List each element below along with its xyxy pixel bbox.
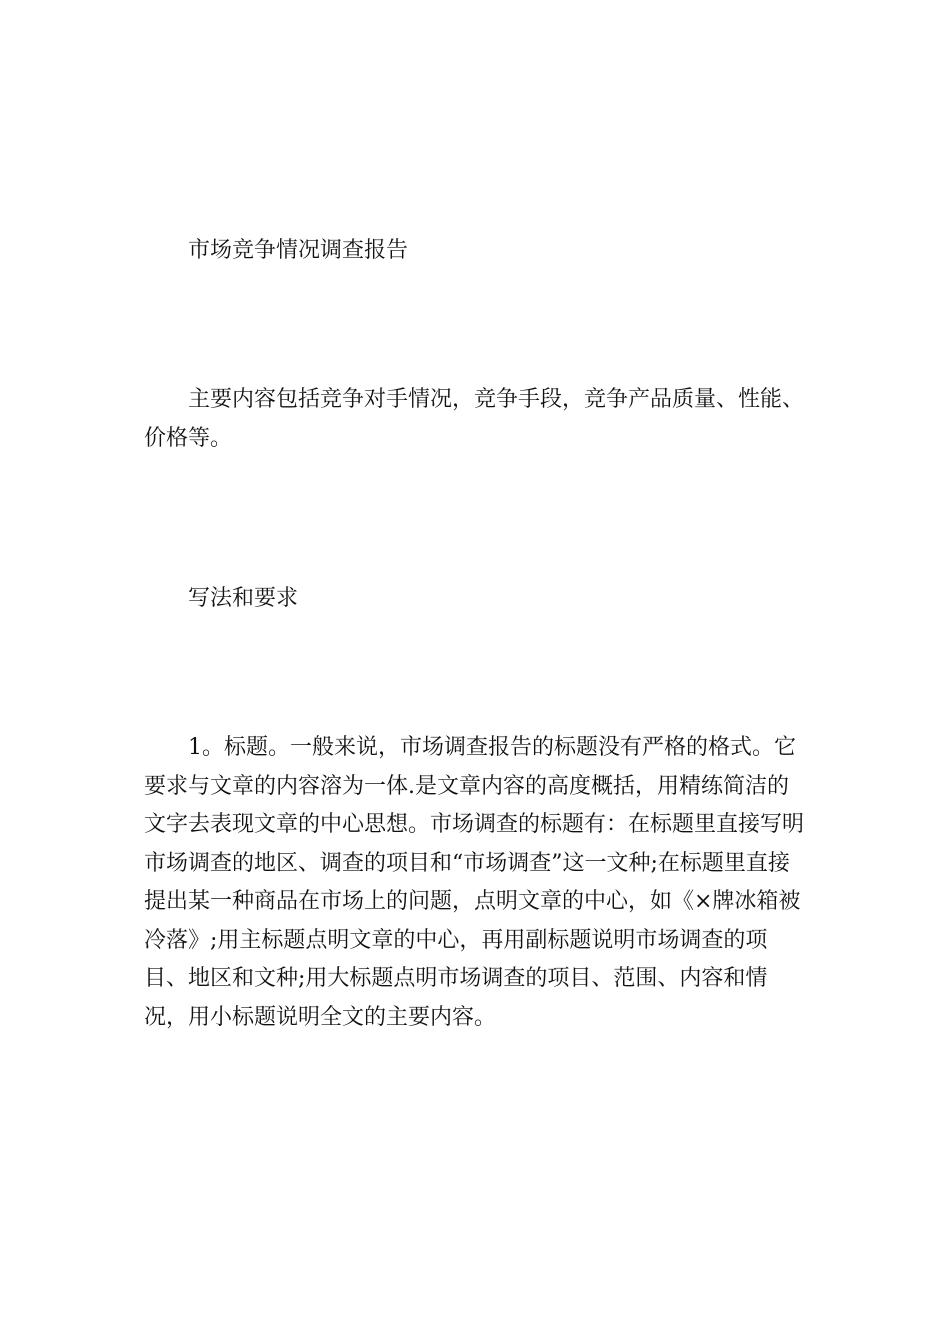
- document-title: 市场竞争情况调查报告: [188, 238, 409, 263]
- intro-paragraph: 主要内容包括竞争对手情况，竞争手段，竞争产品质量、性能、价格等。: [144, 387, 805, 451]
- body-paragraph: 1。标题。一般来说，市场调查报告的标题没有严格的格式。它要求与文章的内容溶为一体.是文章内容的高度概括，用精练简洁的文字去表现文章的中心思想。市场调查的标题有：在标题里直接写明市场调查的地区、调查的项目和“市场调查”这一文种;在标题里直接提出某一种商品在市场上的问题，点明文章的中心，如《×牌冰箱被冷落》;用主标题点明文章的中心，再用副标题说明市场调查的项目、地区和文种;用大标题点明市场调查的项目、范围、内容和情况，用小标题说明全文的主要内容。: [144, 735, 805, 1030]
- section-heading: 写法和要求: [188, 586, 299, 611]
